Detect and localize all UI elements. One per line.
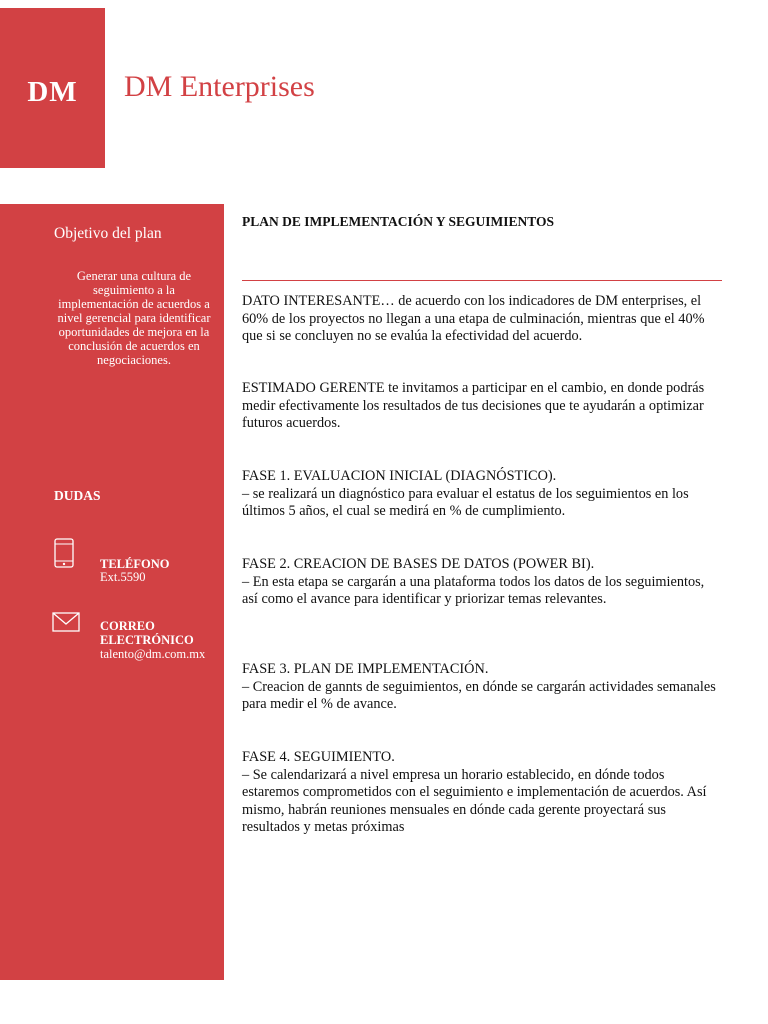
phase-text: – Se calendarizará a nivel empresa un horario establecido, en dónde todos estaremos comprometidos con el seguimiento e implementación de acuerdos. Así mismo, habrán reuniones mensuales en dónde cada gerente proyectará sus resultados y metas próximas bbox=[242, 766, 707, 835]
phase-3 bbox=[242, 661, 722, 714]
doubts-heading: DUDAS bbox=[54, 488, 101, 503]
phone-value: Ext.5590 bbox=[100, 570, 146, 584]
sidebar bbox=[0, 204, 224, 980]
phase-title: FASE 2. CREACION DE BASES DE DATOS (POWER BI). bbox=[242, 556, 595, 572]
phase-1 bbox=[242, 468, 722, 521]
phase-text: – se realizará un diagnóstico para evaluar el estatus de los seguimientos en los últimos 5 años, el cual se medirá en % de cumplimiento. bbox=[242, 485, 689, 519]
mail-icon bbox=[52, 612, 80, 632]
phase-title: FASE 3. PLAN DE IMPLEMENTACIÓN. bbox=[242, 661, 489, 677]
title-divider bbox=[242, 280, 722, 281]
phase-text: – En esta etapa se cargarán a una plataforma todos los datos de los seguimientos, así como el avance para identificar y priorizar temas relevantes. bbox=[242, 573, 705, 607]
page-title: PLAN DE IMPLEMENTACIÓN Y SEGUIMIENTOS bbox=[242, 214, 555, 229]
phase-text: – Creacion de gannts de seguimientos, en dónde se cargarán actividades semanales para medir el % de avance. bbox=[242, 678, 716, 712]
phase-title: FASE 4. SEGUIMIENTO. bbox=[242, 749, 395, 765]
interesting-fact-paragraph: DATO INTERESANTE… de acuerdo con los indicadores de DM enterprises, el 60% de los proyectos no llegan a una etapa de culminación, mientras que el 40% que si se concluyen no se evalúa la efectividad del acuerdo. bbox=[242, 293, 705, 344]
email-label: CORREO ELECTRÓNICO bbox=[100, 619, 194, 647]
manager-invitation-paragraph: ESTIMADO GERENTE te invitamos a participar en el cambio, en donde podrás medir efectivamente los resultados de tus decisiones que te ayudarán a optimizar futuros acuerdos. bbox=[242, 380, 705, 431]
phase-2 bbox=[242, 556, 722, 609]
phone-icon bbox=[52, 538, 76, 568]
phase-4 bbox=[242, 749, 722, 837]
company-name: DM Enterprises bbox=[124, 70, 315, 103]
logo-box bbox=[0, 8, 105, 168]
email-value[interactable]: talento@dm.com.mx bbox=[100, 647, 206, 661]
objective-text: Generar una cultura de seguimiento a la implementación de acuerdos a nivel gerencial para identificar oportunidades de mejora en la conclusión de acuerdos en negociaciones. bbox=[57, 269, 211, 367]
phase-title: FASE 1. EVALUACION INICIAL (DIAGNÓSTICO). bbox=[242, 468, 557, 484]
objective-heading: Objetivo del plan bbox=[54, 225, 162, 242]
logo-monogram: DM bbox=[27, 76, 78, 108]
phone-label: TELÉFONO bbox=[100, 557, 170, 571]
